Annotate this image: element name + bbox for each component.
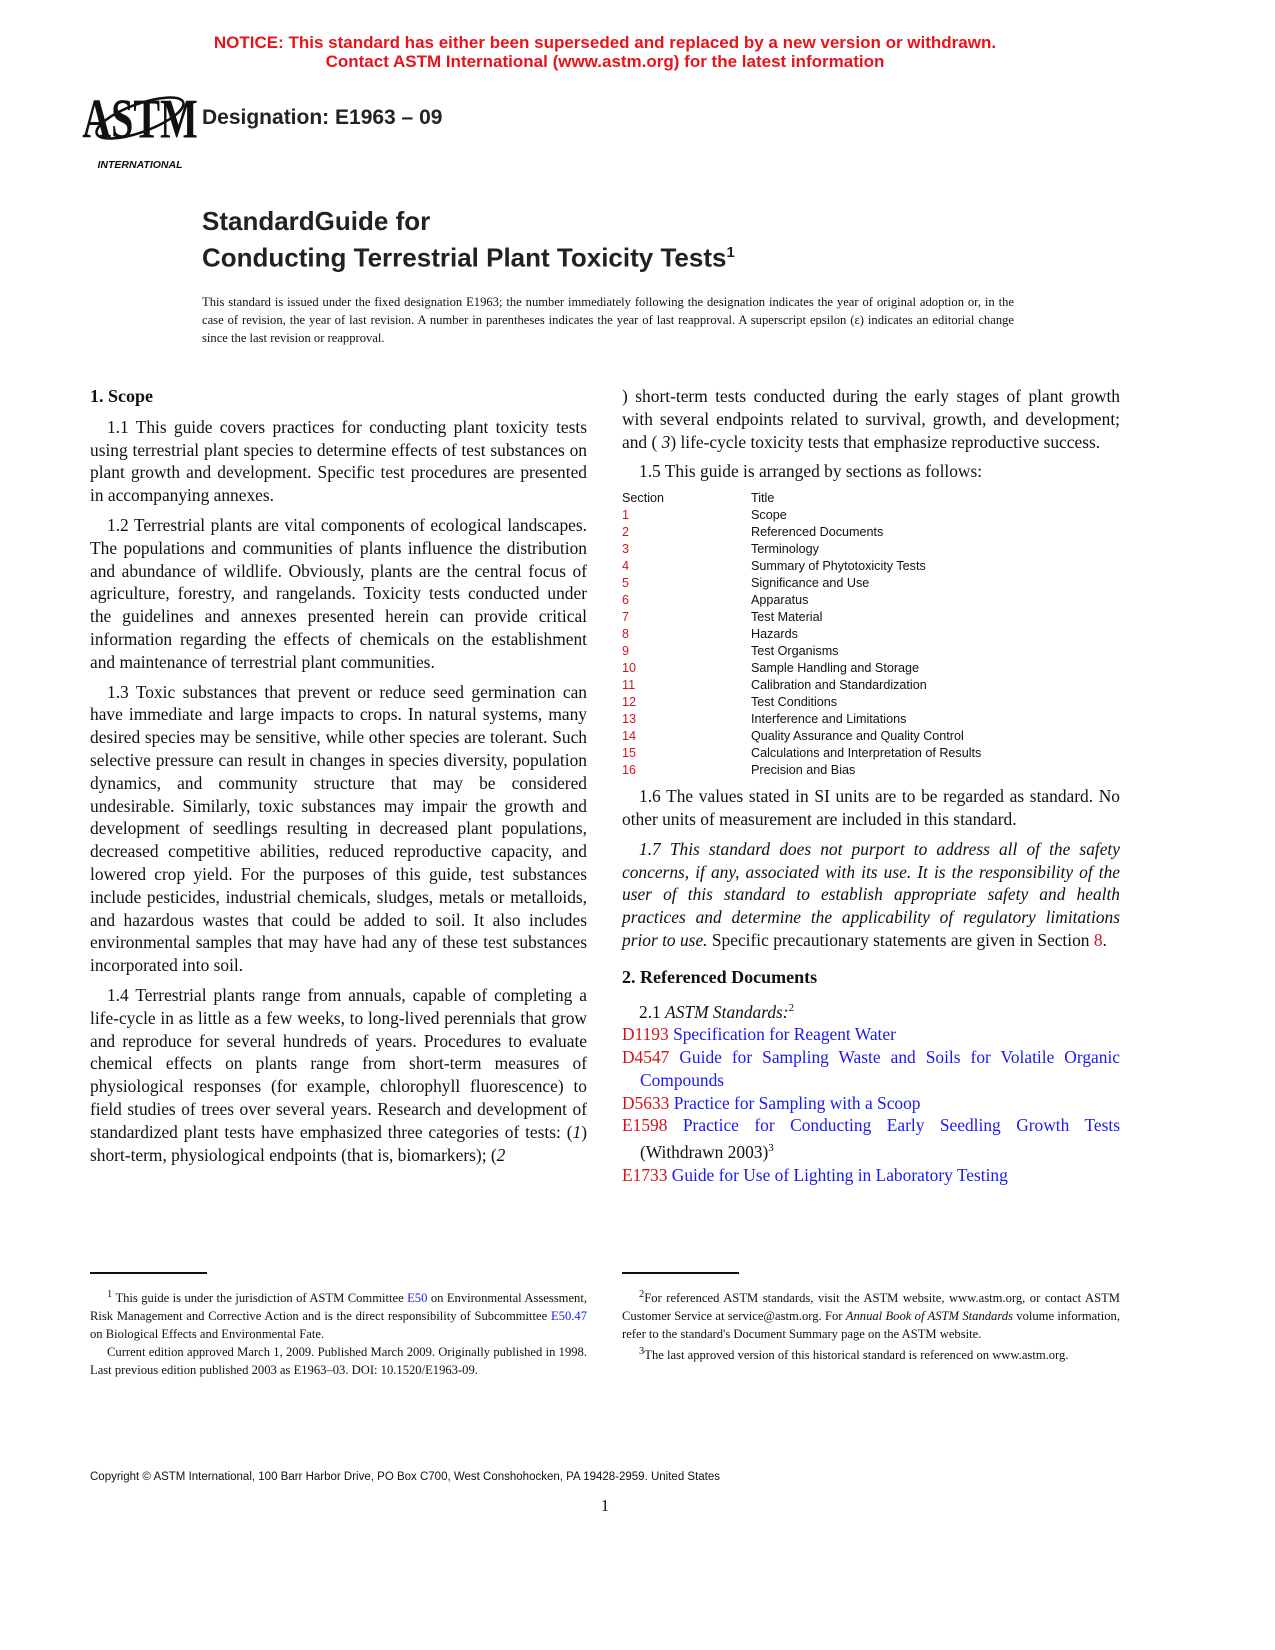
section-row bbox=[622, 728, 981, 745]
document-title bbox=[202, 205, 735, 274]
section-title: Test Conditions bbox=[751, 695, 838, 710]
svg-text:ASTM: ASTM bbox=[82, 87, 198, 151]
section-row bbox=[622, 694, 981, 711]
table-header-title: Title bbox=[751, 491, 775, 506]
section-title: Scope bbox=[751, 508, 787, 523]
section-title: Sample Handling and Storage bbox=[751, 661, 920, 676]
section-row bbox=[622, 575, 981, 592]
footnote-ref[interactable]: 2 bbox=[788, 1001, 795, 1014]
text: For referenced ASTM standards, visit the ASTM website, www.astm.org, or contact ASTM Customer Service at service@astm.org. For bbox=[622, 1291, 1120, 1324]
page-number: 1 bbox=[600, 1496, 610, 1515]
title-line-1: StandardGuide for bbox=[202, 206, 431, 236]
section-number-link[interactable]: 11 bbox=[622, 678, 636, 693]
reference-note: (Withdrawn 2003) bbox=[640, 1141, 769, 1162]
astm-logo bbox=[82, 80, 198, 172]
sections-table bbox=[622, 490, 981, 779]
designation: Designation: E1963 – 09 bbox=[202, 106, 443, 129]
footnote-3 bbox=[622, 1343, 1120, 1364]
paragraph-1-1: 1.1 This guide covers practices for conducting plant toxicity tests using terrestrial plant species to determine effects of test substances on plant growth and development. Specific test procedures are presented in accompanying annexes. bbox=[90, 416, 587, 506]
reference-item[interactable] bbox=[622, 1164, 1120, 1187]
section-number-link[interactable]: 4 bbox=[622, 559, 630, 574]
section-number-link[interactable]: 15 bbox=[622, 746, 637, 761]
reference-item[interactable] bbox=[622, 1046, 1120, 1092]
section-title: Test Organisms bbox=[751, 644, 839, 659]
section-number-link[interactable]: 5 bbox=[622, 576, 630, 591]
section-number-link[interactable]: 14 bbox=[622, 729, 637, 744]
section-row bbox=[622, 711, 981, 728]
committee-e50-link[interactable]: E50 bbox=[407, 1291, 428, 1306]
paragraph-1-6: 1.6 The values stated in SI units are to be regarded as standard. No other units of measurement are included in this standard. bbox=[622, 786, 1120, 829]
section-row bbox=[622, 626, 981, 643]
section-title: Calibration and Standardization bbox=[751, 678, 927, 693]
paragraph-1-3: 1.3 Toxic substances that prevent or reduce seed germination can have immediate and large impacts to crops. In natural systems, many desired species may be sensitive, while other species are tolerant. Such selective pressure can result in changes in species diversity, population dynamics, and community structure that may be considered undesirable. Similarly, toxic substances may impair the growth and development of seedlings resulting in decreased plant populations, decreased competitive abilities, reduced reproductive capacity, and lowered crop yield. For the purposes of this guide, test substances include pesticides, industrial chemicals, sludges, metals or metalloids, and hazardous wastes that could be added to soil. It also includes environmental samples that may have had any of these test substances incorporated into soil. bbox=[90, 681, 587, 976]
text: The last approved version of this historical standard is referenced on www.astm.org. bbox=[644, 1348, 1069, 1363]
text: on Environmental Assessment, Risk Management and Corrective Action and is the direct responsibility of Subcommittee bbox=[90, 1291, 588, 1324]
section-number-link[interactable]: 8 bbox=[622, 627, 630, 642]
footnote-divider bbox=[90, 1272, 207, 1274]
text: 2 bbox=[639, 1289, 645, 1300]
text: ) short-term tests conducted during the early stages of plant growth with several endpoints related to survival, growth, and development; and ( bbox=[622, 386, 1120, 452]
section-title: Referenced Documents bbox=[751, 525, 884, 540]
section-title: Test Material bbox=[751, 610, 823, 625]
footnotes-right bbox=[622, 1272, 1120, 1364]
reference-item[interactable] bbox=[622, 1023, 1120, 1046]
svg-text:INTERNATIONAL: INTERNATIONAL bbox=[97, 159, 183, 171]
right-column bbox=[622, 385, 1120, 1187]
reference-code[interactable]: E1733 bbox=[622, 1164, 668, 1185]
text: Annual Book of ASTM Standards bbox=[845, 1309, 1013, 1324]
reference-code[interactable]: D4547 bbox=[622, 1046, 670, 1067]
section-row bbox=[622, 609, 981, 626]
section-number-link[interactable]: 12 bbox=[622, 695, 637, 710]
paragraph-1-2: 1.2 Terrestrial plants are vital components of ecological landscapes. The populations and communities of plants influence the distribution and abundance of wildlife. Obviously, plants are the central focus of agriculture, forestry, and rangelands. Toxicity tests conducted under the guidelines and annexes presented herein can provide critical information regarding the effects of chemicals on the establishment and maintenance of terrestrial plant communities. bbox=[90, 514, 587, 672]
text: ) short-term, physiological endpoints (that is, biomarkers); ( bbox=[90, 1121, 587, 1165]
section-row bbox=[622, 762, 981, 779]
text: . bbox=[1102, 929, 1107, 950]
title-footnote-ref[interactable]: 1 bbox=[726, 244, 735, 261]
text: Specific precautionary statements are given in Section bbox=[707, 929, 1094, 950]
section-row bbox=[622, 541, 981, 558]
reference-item[interactable] bbox=[622, 1114, 1120, 1163]
footnote-1-edition: Current edition approved March 1, 2009. Published March 2009. Originally published in 1998. Last previous edition published 2003 as E1963–03. DOI: 10.1520/E1963-09. bbox=[90, 1345, 587, 1378]
footnote-ref[interactable]: 3 bbox=[768, 1142, 774, 1155]
section-row bbox=[622, 558, 981, 575]
section-row bbox=[622, 524, 981, 541]
section-row bbox=[622, 507, 981, 524]
preface: This standard is issued under the fixed designation E1963; the number immediately following the designation indicates the year of original adoption or, in the case of revision, the year of last revision. A number in parentheses indicates the year of last reapproval. A superscript epsilon (ε) indicates an editorial change since the last revision or reapproval. bbox=[202, 295, 1014, 345]
paragraph-1-7 bbox=[622, 838, 1120, 952]
footnote-1 bbox=[90, 1286, 587, 1343]
section-number-link[interactable]: 1 bbox=[622, 508, 630, 523]
section-number-link[interactable]: 2 bbox=[622, 525, 630, 540]
reference-title[interactable]: Guide for Sampling Waste and Soils for Volatile Organic Compounds bbox=[640, 1046, 1120, 1090]
paragraph-1-5: 1.5 This guide is arranged by sections as follows: bbox=[639, 461, 983, 482]
title-text: Conducting Terrestrial Plant Toxicity Tests bbox=[202, 242, 727, 273]
section-title: Quality Assurance and Quality Control bbox=[751, 729, 964, 744]
text: ASTM Standards: bbox=[665, 1001, 789, 1022]
section-number-link[interactable]: 13 bbox=[622, 712, 637, 727]
section-title: Interference and Limitations bbox=[751, 712, 907, 727]
section-title: Significance and Use bbox=[751, 576, 870, 591]
section-title: Precision and Bias bbox=[751, 763, 856, 778]
section-number-link[interactable]: 9 bbox=[622, 644, 630, 659]
reference-title[interactable]: Practice for Sampling with a Scoop bbox=[673, 1092, 921, 1113]
text: ) life-cycle toxicity tests that emphasize reproductive success. bbox=[670, 431, 1101, 452]
footnote-divider bbox=[622, 1272, 739, 1274]
section-number-link[interactable]: 3 bbox=[622, 542, 630, 557]
section-row bbox=[622, 592, 981, 609]
section-row bbox=[622, 643, 981, 660]
table-header-section: Section bbox=[622, 491, 665, 506]
section-number-link[interactable]: 7 bbox=[622, 610, 630, 625]
section-number-link[interactable]: 6 bbox=[622, 593, 630, 608]
copyright: Copyright © ASTM International, 100 Barr Harbor Drive, PO Box C700, West Conshohocken, PA 19428-2959. United States bbox=[90, 1471, 721, 1483]
reference-list bbox=[622, 1023, 1120, 1186]
reference-code[interactable]: D1193 bbox=[622, 1024, 669, 1045]
reference-code[interactable]: D5633 bbox=[622, 1092, 670, 1113]
text: 1.7 This standard does not purport to address all of the safety concerns, if any, associated with its use. It is the responsibility of the user of this standard to establish appropriate safety and health practices and determine the applicability of regulatory limitations prior to use. bbox=[622, 838, 1120, 950]
section-number-link[interactable]: 16 bbox=[622, 763, 637, 778]
reference-item[interactable] bbox=[622, 1092, 1120, 1115]
text: on Biological Effects and Environmental Fate. bbox=[90, 1327, 325, 1342]
reference-code[interactable]: E1598 bbox=[622, 1115, 668, 1136]
footnote-2 bbox=[622, 1286, 1120, 1343]
section-title: Apparatus bbox=[751, 593, 809, 608]
paragraph-2-1 bbox=[622, 997, 1120, 1024]
text: This guide is under the jurisdiction of ASTM Committee bbox=[115, 1291, 408, 1306]
section-row bbox=[622, 660, 981, 677]
notice-banner bbox=[0, 33, 1210, 71]
reference-title[interactable]: Guide for Use of Lighting in Laboratory Testing bbox=[671, 1164, 1008, 1185]
text: 2 bbox=[496, 1144, 506, 1165]
text: 3 bbox=[661, 431, 671, 452]
section-row bbox=[622, 745, 981, 762]
notice-line-2: Contact ASTM International (www.astm.org) for the latest information bbox=[325, 52, 885, 71]
paragraph-1-4 bbox=[90, 984, 587, 1166]
section-8-link[interactable]: 8 bbox=[1093, 929, 1103, 950]
section-title: Terminology bbox=[751, 542, 819, 557]
left-column bbox=[90, 385, 587, 1173]
subcommittee-e50-47-link[interactable]: E50.47 bbox=[550, 1309, 587, 1324]
text: 1.4 Terrestrial plants range from annuals, capable of completing a life-cycle in as little as a few weeks, to long-lived perennials that grow and reproduce for several hundreds of years. Procedures to evaluate chemical effects on plants range from short-term measures of physiological responses (for example, chlorophyll fluorescence) to field studies of trees over several years. Research and development of standardized plant tests have emphasized three categories of tests: ( bbox=[90, 984, 587, 1142]
section-row bbox=[622, 677, 981, 694]
notice-line-1: NOTICE: This standard has either been superseded and replaced by a new version or withdrawn. bbox=[213, 33, 997, 52]
text: 1 bbox=[572, 1121, 582, 1142]
section-title: Calculations and Interpretation of Results bbox=[751, 746, 982, 761]
section-title: Summary of Phytotoxicity Tests bbox=[751, 559, 926, 574]
section-2-heading: 2. Referenced Documents bbox=[622, 966, 818, 987]
reference-title[interactable]: Specification for Reagent Water bbox=[673, 1024, 896, 1045]
text: 1 bbox=[107, 1289, 113, 1300]
title-line-2 bbox=[202, 237, 735, 274]
reference-title[interactable]: Practice for Conducting Early Seedling Growth Tests bbox=[682, 1115, 1120, 1136]
section-number-link[interactable]: 10 bbox=[622, 661, 637, 676]
text: 2.1 bbox=[639, 1001, 666, 1022]
section-title: Hazards bbox=[751, 627, 798, 642]
text: 3 bbox=[639, 1346, 645, 1358]
text: volume information, refer to the standard's Document Summary page on the ASTM website. bbox=[622, 1309, 1120, 1342]
footnotes-left bbox=[90, 1272, 587, 1379]
paragraph-1-4-continued bbox=[622, 385, 1120, 453]
section-1-heading: 1. Scope bbox=[90, 386, 153, 406]
